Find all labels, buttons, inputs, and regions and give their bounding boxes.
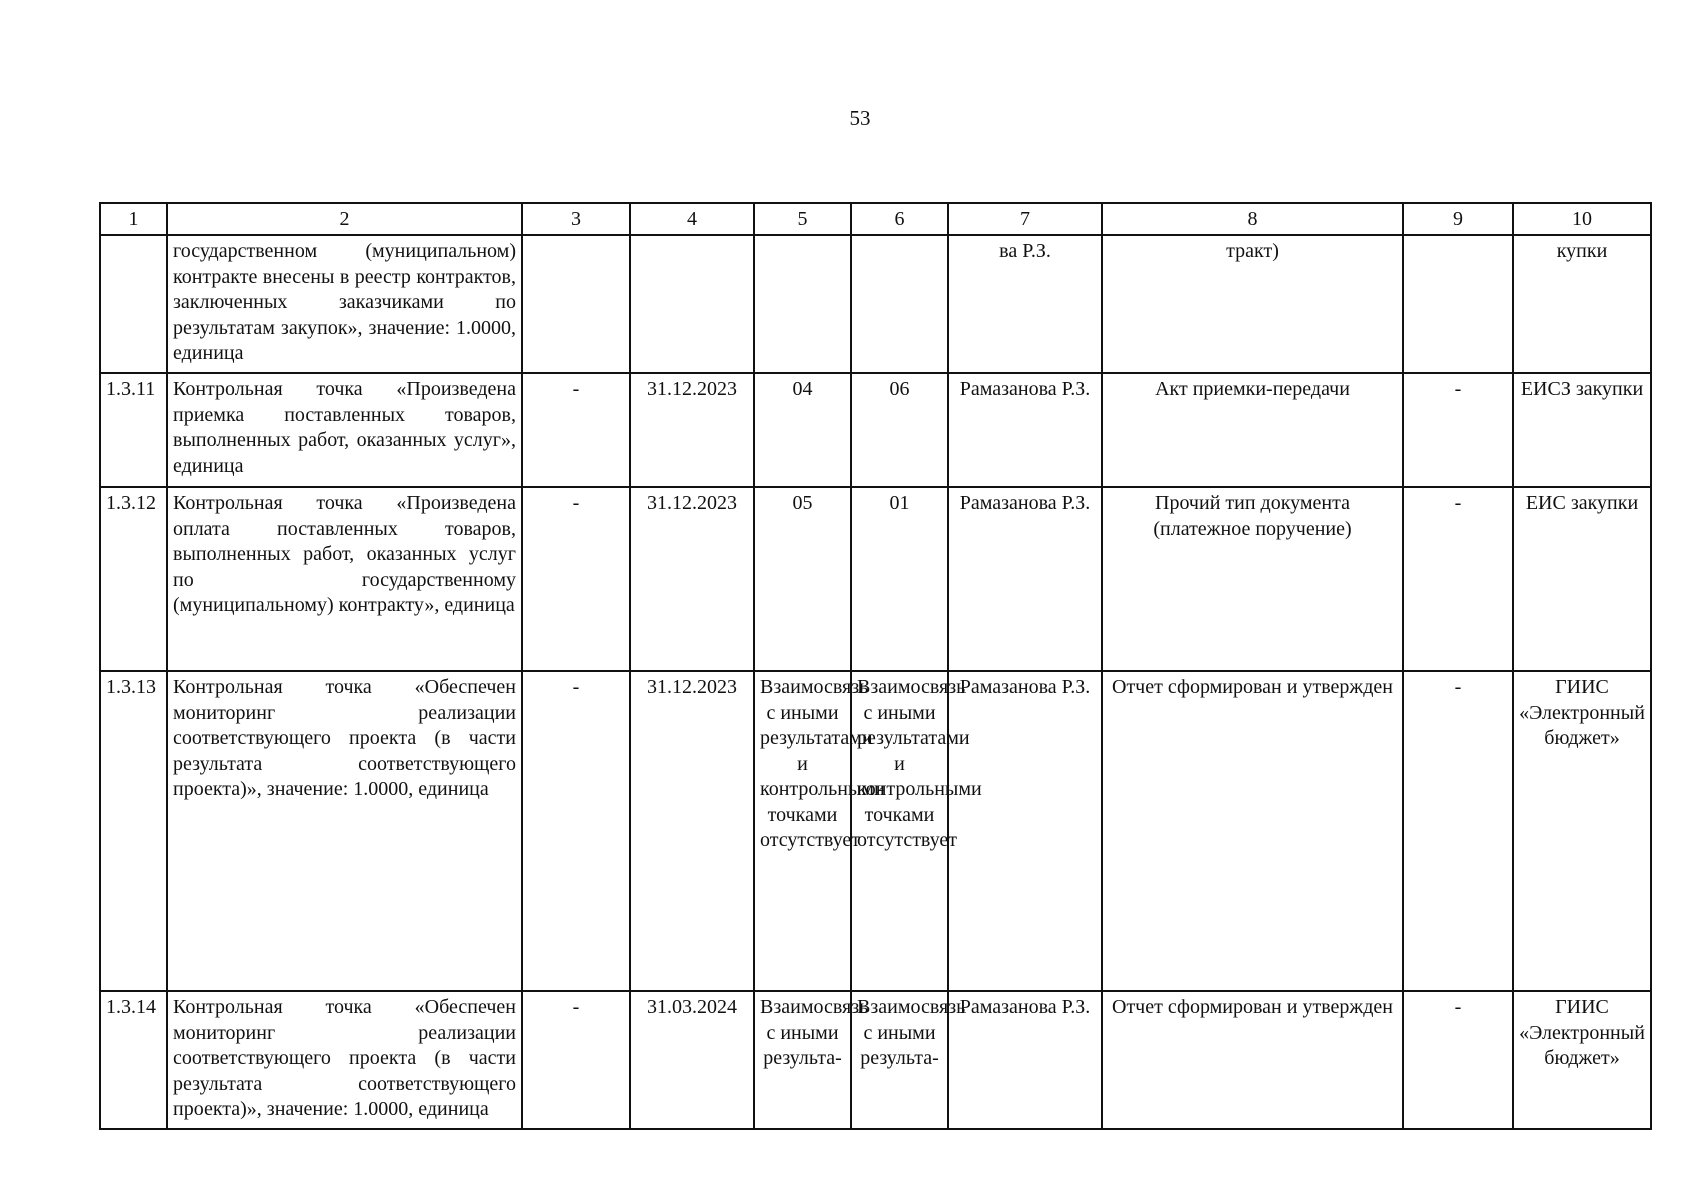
date-cell: 31.12.2023 <box>630 487 754 671</box>
system-cell: купки <box>1513 235 1651 373</box>
column-header: 5 <box>754 203 851 235</box>
column-6-cell: Взаимосвязь с иными результатами и контрольными точками отсутствует <box>851 671 948 991</box>
page-number: 53 <box>849 106 871 130</box>
table-header-row <box>100 203 1651 235</box>
responsible-cell: Рамазанова Р.З. <box>948 373 1102 487</box>
column-5-cell: 05 <box>754 487 851 671</box>
date-cell: 31.12.2023 <box>630 671 754 991</box>
row-name-cell: Контрольная точка «Обеспечен мониторинг реализации соответствующего проекта (в части результата соответствующего проекта)», значение: 1.0000, единица <box>167 991 522 1129</box>
column-header: 8 <box>1102 203 1403 235</box>
document-cell: Отчет сформирован и утвержден <box>1102 671 1403 991</box>
column-3-cell: - <box>522 373 630 487</box>
responsible-cell: Рамазанова Р.З. <box>948 671 1102 991</box>
column-6-cell: Взаимосвязь с иными результа- <box>851 991 948 1129</box>
date-cell: 31.12.2023 <box>630 373 754 487</box>
table-row <box>100 991 1651 1129</box>
column-9-cell <box>1403 235 1513 373</box>
document-cell: Прочий тип документа (платежное поручение) <box>1102 487 1403 671</box>
control-points-table <box>99 202 1652 1130</box>
date-cell <box>630 235 754 373</box>
row-name-cell: государственном (муниципальном) контракте внесены в реестр контрактов, заключенных заказчиками по результатам закупок», значение: 1.0000, единица <box>167 235 522 373</box>
column-5-cell: 04 <box>754 373 851 487</box>
system-cell: ЕИСЗ закупки <box>1513 373 1651 487</box>
table-row <box>100 235 1651 373</box>
column-9-cell: - <box>1403 373 1513 487</box>
row-number-cell: 1.3.13 <box>100 671 167 991</box>
column-3-cell: - <box>522 991 630 1129</box>
row-name-cell: Контрольная точка «Обеспечен мониторинг реализации соответствующего проекта (в части результата соответствующего проекта)», значение: 1.0000, единица <box>167 671 522 991</box>
row-number-cell <box>100 235 167 373</box>
responsible-cell: ва Р.З. <box>948 235 1102 373</box>
row-name-cell: Контрольная точка «Произведена приемка поставленных товаров, выполненных работ, оказанных услуг», единица <box>167 373 522 487</box>
table-row <box>100 373 1651 487</box>
column-9-cell: - <box>1403 671 1513 991</box>
column-3-cell: - <box>522 671 630 991</box>
system-cell: ГИИС «Электронный бюджет» <box>1513 991 1651 1129</box>
responsible-cell: Рамазанова Р.З. <box>948 991 1102 1129</box>
column-9-cell: - <box>1403 487 1513 671</box>
row-number-cell: 1.3.14 <box>100 991 167 1129</box>
column-6-cell <box>851 235 948 373</box>
column-6-cell: 01 <box>851 487 948 671</box>
column-header: 4 <box>630 203 754 235</box>
column-5-cell: Взаимосвязь с иными результатами и контрольными точками отсутствует <box>754 671 851 991</box>
document-cell: Отчет сформирован и утвержден <box>1102 991 1403 1129</box>
date-cell: 31.03.2024 <box>630 991 754 1129</box>
table-row <box>100 671 1651 991</box>
column-header: 9 <box>1403 203 1513 235</box>
column-header: 6 <box>851 203 948 235</box>
column-header: 7 <box>948 203 1102 235</box>
column-5-cell: Взаимосвязь с иными результа- <box>754 991 851 1129</box>
table-row <box>100 487 1651 671</box>
row-number-cell: 1.3.11 <box>100 373 167 487</box>
system-cell: ЕИС закупки <box>1513 487 1651 671</box>
column-3-cell: - <box>522 487 630 671</box>
document-cell: Акт приемки-передачи <box>1102 373 1403 487</box>
row-number-cell: 1.3.12 <box>100 487 167 671</box>
column-header: 10 <box>1513 203 1651 235</box>
column-6-cell: 06 <box>851 373 948 487</box>
column-header: 1 <box>100 203 167 235</box>
row-name-cell: Контрольная точка «Произведена оплата поставленных товаров, выполненных работ, оказанных услуг по государственному (муниципальному) контракту», единица <box>167 487 522 671</box>
column-5-cell <box>754 235 851 373</box>
system-cell: ГИИС «Электронный бюджет» <box>1513 671 1651 991</box>
document-cell: тракт) <box>1102 235 1403 373</box>
responsible-cell: Рамазанова Р.З. <box>948 487 1102 671</box>
column-9-cell: - <box>1403 991 1513 1129</box>
column-header: 3 <box>522 203 630 235</box>
column-3-cell <box>522 235 630 373</box>
column-header: 2 <box>167 203 522 235</box>
